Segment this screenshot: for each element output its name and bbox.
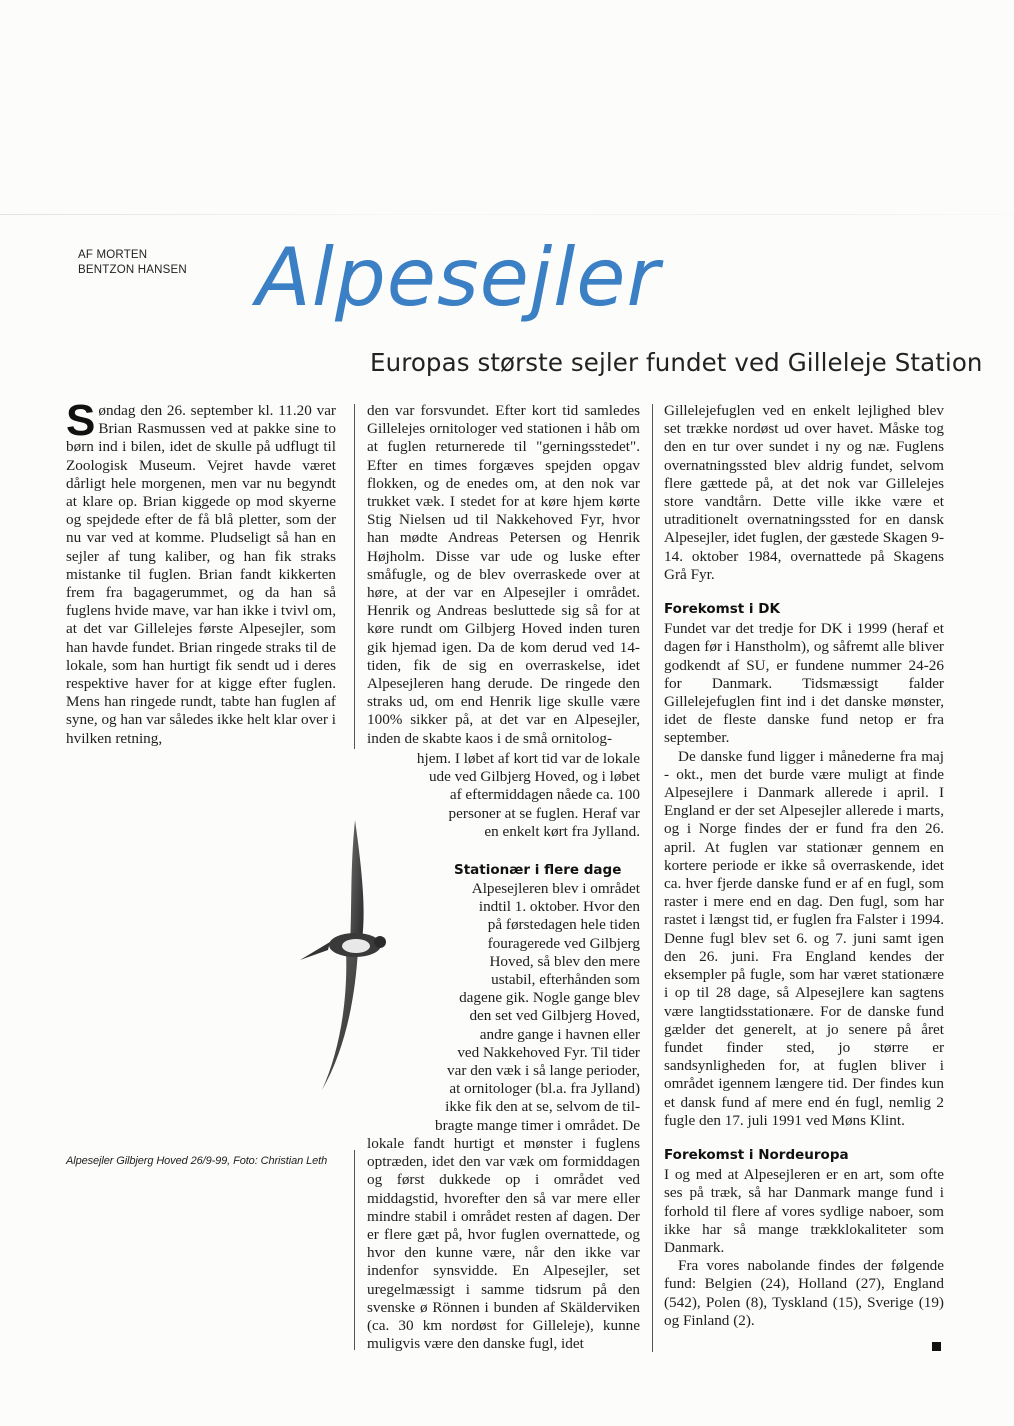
col3-paragraph-3: De danske fund ligger i månederne fra maj - okt., men det burde være muligt at finde Alpesejlere i Danmark allerede i april. I England er der set Alpesejler allerede i marts, og i Norge findes der er fund fra den 26. april. At fuglen var stationær gennem en kortere periode er ikke så overraskende, idet ca. hver fjerde danske fund er af en fugl, som raster i mere end en dag. Den fugl, som har rastet i længst tid, er fuglen fra Falster i 1994. Denne fugl blev set 6. og 7. juni samt igen den 26. juni. Fra England kendes der eksempler på fugle, som har været stationære i op til 28 dage, så Alpesejlere kan sagtens være langtidsstationære. For de danske fund gælder det generelt, at jo senere på året fundet finder sted, jo større er sandsynligheden for, at fuglen bliver i området igennem længere tid. Der findes kun et dansk fund af mere end én fugl, nemlig 2 fugle den 17. juli 1991 ved Møns Klint.	[664, 747, 944, 1129]
wrap-line: ustabil, efterhånden som	[491, 971, 640, 989]
wrap-line: at ornitologer (bl.a. fra Jylland)	[449, 1080, 640, 1098]
col2-paragraph-2-rest: lokale fandt hurtigt et mønster i fuglens optræden, idet den var væk om formiddagen og først dukkede op i området ved middagstid, hvorefter den så var mere eller mindre stabil i området resten af dagen. Der er flere gæt på, hvor fuglen overnattede, og hvor den kunne være, når den ikke var indenfor synsvidde. En Alpesejler, set uregelmæssigt i samme tidsrum på den svenske ø Rönnen i bunden af Skälderviken (ca. 30 km nordøst for Gilleleje), kunne muligvis være den danske fugl, idet	[367, 1135, 640, 1353]
col2-paragraph-2-rest-block	[367, 1135, 640, 1353]
wrap-line: ved Nakkehoved Fyr. Til tider	[457, 1043, 640, 1061]
wrap-line: af eftermiddagen nåede ca. 100	[449, 786, 640, 804]
wrap-line: andre gange i havnen eller	[479, 1025, 640, 1043]
wrap-line: en enkelt kørt fra Jylland.	[484, 822, 640, 840]
col2-paragraph-1: den var forsvundet. Efter kort tid samledes Gillelejes ornitologer ved stationen i håb om at fuglen returnerede til "gerningsstedet". Efter en times forgæves spejden opgav flokken, og de enedes om, at den nok var trukket væk. I stedet for at køre hjem kørte Stig Nielsen ud til Nakkehoved Fyr, hvor han mødte Andreas Petersen og Henrik Højholm. Disse var ude og luske efter småfugle, og de blev overraskede over at høre, at der var en Alpesejler i området. Henrik og Andreas besluttede sig så for at køre rundt om Gilbjerg Hoved inden turen gik hjemad igen. Da de kom derud ved 14-tiden, fik de sig en overraskelse, idet Alpesejleren hang derude. De ringede den straks ud, om end Henrik lige skulle være 100% sikker på, at det var en Alpesejler, inden de skabte kaos i de små ornitolog-	[367, 402, 640, 747]
col3-paragraph-5: Fra vores nabolande findes der følgende fund: Belgien (24), Holland (27), England (542), Polen (8), Tyskland (15), Sverige (19) og Finland (2).	[664, 1257, 944, 1329]
column-divider-1b	[354, 1150, 355, 1350]
author-byline	[78, 248, 187, 278]
col2-wrap-block-1	[390, 750, 640, 841]
wrap-line: hjem. I løbet af kort tid var de lokale	[416, 750, 640, 767]
section-heading-forekomst-nordeuropa: Forekomst i Nordeuropa	[664, 1146, 849, 1163]
column-divider-1	[354, 404, 355, 749]
column-1	[66, 396, 336, 748]
author-line-1: AF MORTEN	[78, 249, 148, 261]
intro-paragraph	[66, 396, 336, 748]
wrap-line: ikke fik den at se, selvom de til-	[445, 1098, 640, 1116]
wrap-line: ude ved Gilbjerg Hoved, og i løbet	[428, 768, 640, 786]
author-line-2: BENTZON HANSEN	[78, 264, 187, 276]
paper-fold-line	[0, 214, 1014, 215]
wrap-line: på førstedagen hele tiden	[487, 916, 640, 934]
section-heading-stationaer: Stationær i flere dage	[454, 862, 622, 878]
column-2	[367, 402, 640, 748]
wrap-line: personer at se fuglen. Heraf var	[448, 804, 640, 822]
wrap-line: fouragerede ved Gilbjerg	[487, 934, 640, 952]
wrap-line: var den væk i så lange perioder,	[447, 1062, 640, 1080]
wrap-line: indtil 1. oktober. Hvor den	[478, 898, 640, 916]
wrap-line: Hoved, så blev den mere	[489, 952, 640, 970]
wrap-line: den set ved Gilbjerg Hoved,	[469, 1007, 640, 1025]
intro-text: øndag den 26. september kl. 11.20 var Brian Rasmussen ved at pakke sine to børn ind i bilen, idet de skulle på udflugt til Zoologisk Museum. Vejret havde været dårligt hele morgenen, men var nu begyndt at klare op. Brian kiggede op mod skyerne og spejdede efter de få blå pletter, som der nu var ved at komme. Pludseligt så han en sejler af tung kaliber, og han fik straks mistanke til fuglen. Brian fandt kikkerten frem fra bagagerummet, og da han så fuglens hvide mave, var han ikke i tvivl om, at det var Gillelejes første Alpesejler, som han havde fundet. Brian ringede straks til de lokale, som han hurtigt fik sendt ud i deres respektive haver for at kigge efter fuglen. Mens han ringede rundt, tabte han fuglen af syne, og han var således ikke helt klar over i hvilken retning,	[66, 402, 336, 747]
article-subtitle: Europas største sejler fundet ved Gilleleje Station	[370, 348, 983, 377]
col3-paragraph-4: I og med at Alpesejleren er en art, som ofte ses på træk, så har Danmark mange fund i forhold til flere af vores sydlige naboer, som ikke har så mange trækklokaliteter som Danmark.	[664, 1166, 944, 1256]
alpine-swift-photo	[300, 800, 410, 1100]
article-title: Alpesejler	[256, 231, 661, 324]
wrap-line: dagene gik. Nogle gange blev	[459, 989, 640, 1007]
end-mark	[932, 1342, 941, 1351]
col2-wrap-block-2	[395, 880, 640, 1135]
col3-paragraph-2: Fundet var det tredje for DK i 1999 (heraf et dagen før i Hanstholm), og såfremt alle bliver godkendt af SU, er fundene nummer 24-26 for Danmark. Tidsmæssigt falder Gillelejefuglen fint ind i det danske mønster, idet de fleste danske fund netop er fra september.	[664, 620, 944, 747]
wrap-line: Alpesejleren blev i området	[471, 880, 640, 897]
section-heading-forekomst-dk: Forekomst i DK	[664, 601, 780, 618]
wrap-line: bragte mange timer i området. De	[435, 1116, 640, 1134]
col2-heading-block	[454, 862, 640, 878]
column-divider-2	[652, 404, 653, 1352]
column-3	[664, 402, 944, 1330]
col3-paragraph-1: Gillelejefuglen ved en enkelt lejlighed blev set trække nordøst ud over havet. Måske tog den en tur over sundet i ny og næ. Fuglens overnatningssted blev aldrig fundet, selvom flere gættede på, at det nok var Gillelejes store vandtårn. Dette ville ikke være et utraditionelt overnatningssted for en dansk Alpesejler, idet fuglen, der gæstede Skagen 9-14. oktober 1984, overnattede på Skagens Grå Fyr.	[664, 402, 944, 583]
drop-cap: S	[66, 396, 96, 445]
photo-caption: Alpesejler Gilbjerg Hoved 26/9-99, Foto: Christian Leth	[66, 1155, 328, 1167]
